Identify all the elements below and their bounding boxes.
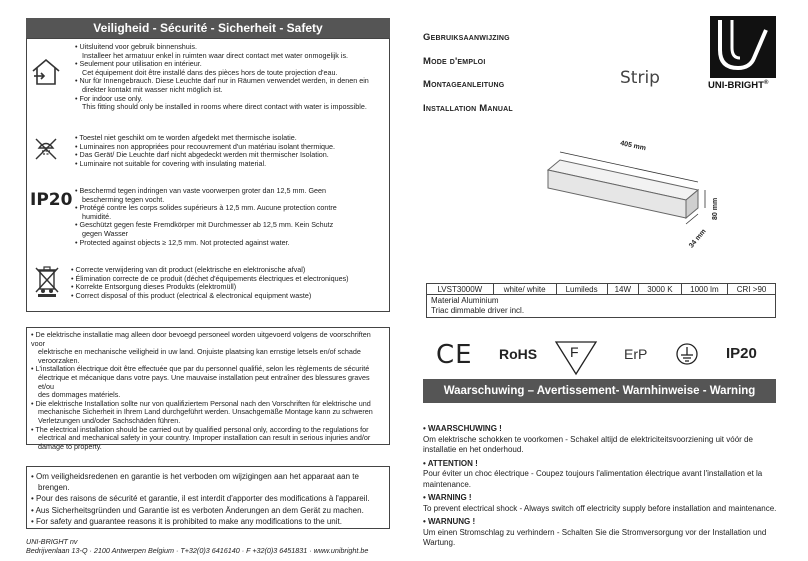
list-item: direkter kontakt mit wasser nicht möglich ist.: [82, 84, 223, 94]
list-item: • Nur für Innengebrauch. Diese Leuchte darf nur in Räumen verwendet werden, in denen ein: [75, 77, 387, 86]
installation-box: [26, 327, 390, 451]
list-item: • The electrical installation should be carried out by qualified personal only, according to the regulations for: [31, 426, 385, 435]
list-item: Cet équipement doit être installé dans des pièces hors de toute projection d'eau.: [82, 67, 338, 77]
list-item: Verletzungen und/oder Sachschäden führen.: [38, 415, 181, 425]
warning-text: Om elektrische schokken te voorkomen - Schakel altijd de elektriciteitsvoorziening uit vóór de installatie en het onderhoud.: [423, 434, 753, 454]
spec-power: 14W: [607, 284, 639, 295]
manual-title-de: Montageanleitung: [423, 79, 505, 90]
manual-title-fr: Mode d'emploi: [423, 55, 486, 67]
safety-title: Veiligheid - Sécurité - Sicherheit - Safety: [93, 21, 323, 35]
list-item: humidité.: [82, 211, 112, 221]
spec-colour: white/ white: [493, 284, 556, 295]
brand-name: [708, 80, 768, 91]
footer-company: UNI-BRIGHT nv: [26, 537, 78, 546]
warning-head: • WARNING !: [423, 493, 472, 502]
list-item: veroorzaken.: [38, 355, 80, 365]
warning-head-text: WARNUNG !: [428, 517, 476, 526]
spec-cct: 3000 K: [639, 284, 682, 295]
list-item: • Toestel niet geschikt om te worden afgedekt met thermische isolatie.: [75, 134, 387, 143]
ip20-mark: IP20: [726, 345, 757, 362]
list-item: • De elektrische installatie mag alleen door bevoegd personeel worden uitgevoerd volgens de voorschriften voor: [31, 331, 385, 348]
safety-title-bar: [26, 18, 390, 38]
warning-head-text: ATTENTION !: [427, 458, 478, 468]
uni-bright-logo-icon: [710, 16, 776, 78]
ground-symbol-icon: [675, 342, 699, 366]
list-item: damage to property.: [38, 441, 102, 451]
spec-cri: CRI >90: [728, 284, 776, 295]
rohs-mark: RoHS: [499, 346, 538, 362]
dim-height: 80 mm: [712, 197, 719, 220]
spec-table: [426, 283, 776, 295]
warning-item: [423, 493, 778, 514]
manual-title-nl: Gebruiksaanwijzing: [423, 32, 510, 43]
warning-title: Waarschuwing – Avertissement- Warnhinweise - Warning: [443, 385, 756, 397]
list-item: This fitting should only be installed in rooms where direct contact with water is impossible.: [82, 102, 367, 112]
warning-item: [423, 517, 778, 549]
house-indoor-icon: [30, 56, 62, 88]
indoor-list: [75, 43, 387, 112]
dim-depth: 34 mm: [688, 228, 708, 250]
list-item: • Luminaire not suitable for covering with insulating material.: [75, 160, 387, 169]
list-item: bescherming tegen vocht.: [82, 194, 165, 204]
warning-text: Pour éviter un choc électrique - Coupez toujours l'alimentation électrique avant l'installation et la maintenance.: [423, 469, 763, 489]
list-item: • Seulement pour utilisation en intérieur.: [75, 60, 387, 69]
no-insulation-icon: [33, 136, 59, 162]
manual-title-en: Installation Manual: [423, 102, 513, 114]
footer: [26, 538, 396, 555]
list-item: • Das Gerät/ Die Leuchte darf nicht abgedeckt werden mit thermischer Isolation.: [75, 151, 387, 160]
list-item: • Correcte verwijdering van dit product (elektrische en elektronische afval): [71, 266, 387, 275]
warning-head: • ATTENTION !: [423, 458, 478, 468]
list-item: • Élimination correcte de ce produit (déchet d'équipements électriques et electroniques): [71, 275, 387, 284]
spec-table-box: [426, 283, 776, 318]
list-item: • Luminaires non appropriées pour recouvrement d'un matériau isolant thermique.: [75, 143, 387, 152]
modifications-box: [26, 466, 390, 529]
list-item: • Aus Sicherheitsgründen und Garantie ist es verboten Änderungen an dem Gerät zu machen.: [31, 505, 385, 516]
list-item: • L'installation électrique doit être effectuée que par du personnel qualifié, selon les règlements de sécurité: [31, 365, 385, 374]
dim-length: 405 mm: [619, 140, 647, 153]
list-item: des dommages matériels.: [38, 390, 121, 400]
list-item: • For safety and guarantee reasons it is prohibited to make any modifications to the unit.: [31, 516, 385, 527]
table-row: [427, 284, 776, 295]
warning-item: [423, 459, 778, 491]
spec-chip: Lumileds: [556, 284, 607, 295]
ce-mark: CE: [436, 340, 473, 370]
list-item: mechanische Sicherheit in Ihrem Land durchgeführt werden. Unsachgemäße Montage kann zu schweren: [38, 407, 373, 417]
product-name: Strip: [620, 68, 660, 88]
spec-material: Material Aluminium: [431, 296, 499, 305]
list-item: • Beschermd tegen indringen van vaste voorwerpen groter dan 12,5 mm. Geen: [75, 187, 387, 196]
warnings-list: [423, 424, 778, 549]
list-item: • Pour des raisons de sécurité et garantie, il est interdit d'apporter des modifications à l'appareil.: [31, 493, 385, 504]
list-item: • For indoor use only.: [75, 95, 387, 104]
warning-text: To prevent electrical shock - Always switch off electricity supply before installation and maintenance.: [423, 503, 777, 513]
warning-head-text: WAARSCHUWING !: [428, 424, 502, 433]
spec-model: LVST3000W: [427, 284, 494, 295]
warning-head-text: WARNING !: [428, 493, 472, 502]
list-item: • Protected against objects ≥ 12,5 mm. Not protected against water.: [75, 239, 387, 248]
list-item: • Correct disposal of this product (electrical & electronical equipment waste): [71, 292, 387, 301]
list-item: • Geschützt gegen feste Fremdkörper mit Durchmesser ab 12,5 mm. Kein Schutz: [75, 221, 387, 230]
warning-head: • WAARSCHUWING !: [423, 424, 502, 433]
list-item: • Om veiligheidsredenen en garantie is het verboden om wijzigingen aan het apparaat aan te: [31, 471, 385, 482]
warning-title-bar: [423, 379, 776, 403]
list-item: électrique et mécanique dans votre pays. Une mauvaise installation peut entraîner des blessures graves et/ou: [38, 372, 370, 391]
insulation-list: [75, 134, 387, 168]
list-item: • Protégé contre les corps solides supérieurs à 12,5 mm. Aucune protection contre: [75, 204, 387, 213]
warning-item: [423, 424, 778, 456]
list-item: electrical and mechanical safety in your country. Improper installation can result in serious injuries and/or: [38, 433, 371, 443]
warning-head: • WARNUNG !: [423, 517, 476, 526]
brand-name-text: UNI-BRIGHT: [708, 80, 764, 92]
spec-lumen: 1000 lm: [681, 284, 727, 295]
erp-mark: ErP: [624, 346, 648, 362]
spec-details: [426, 295, 776, 318]
warning-text: Um einen Stromschlag zu verhindern - Schalten Sie die Stromversorgung vor der Installation und Wartung.: [423, 527, 767, 547]
modifications-list: [31, 471, 385, 527]
brand-mark: ®: [763, 80, 769, 86]
installation-list: [31, 331, 385, 451]
footer-address: Bedrijvenlaan 13-Q · 2100 Antwerpen Belgium · T+32(0)3 6416140 · F +32(0)3 6451831 · www.unibright.be: [26, 545, 369, 555]
manual-titles: [423, 26, 513, 120]
list-item: • Korrekte Entsorgung dieses Produkts (elektromüll): [71, 283, 387, 292]
list-item: • Die elektrische Installation sollte nur von qualifiziertem Personal nach den Vorschriften für elektrische und: [31, 400, 385, 409]
list-item: gegen Wasser: [82, 228, 129, 238]
ip-list: [75, 187, 387, 247]
f-mark: F: [570, 344, 579, 360]
weee-bin-icon: [35, 265, 59, 297]
list-item: elektrische en mechanische veiligheid in uw land. Onjuiste plaatsing kan ernstige letsels en/of schade: [38, 347, 361, 357]
list-item: • Uitsluitend voor gebruik binnenshuis.: [75, 43, 387, 52]
ip20-label: IP20: [30, 190, 73, 210]
list-item: Installeer het armatuur enkel in ruimten waar direct contact met water onmogelijk is.: [82, 50, 349, 60]
list-item: brengen.: [38, 483, 70, 493]
spec-driver: Triac dimmable driver incl.: [431, 306, 525, 315]
disposal-list: [71, 266, 387, 300]
